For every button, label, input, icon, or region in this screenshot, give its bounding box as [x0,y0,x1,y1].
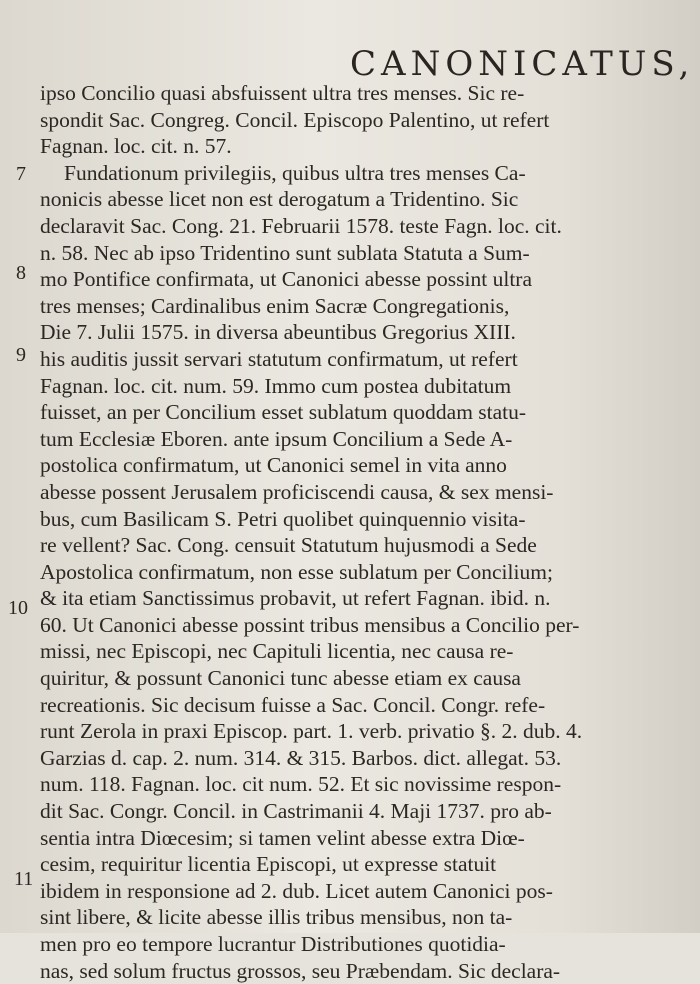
text-line: cesim, requiritur licentia Episcopi, ut expresse statuit [40,852,497,877]
text-line: nonicis abesse licet non est derogatum a Tridentino. Sic [40,187,519,212]
text-line: men pro eo tempore lucrantur Distributiones quotidia- [40,932,506,956]
margin-number-11: 11 [14,868,34,890]
text-line: ibidem in responsione ad 2. dub. Licet autem Canonici pos- [40,878,553,903]
text-line: dit Sac. Congr. Concil. in Castrimanii 4. Maji 1737. pro ab- [40,799,552,824]
running-header-title: CANONICATUS, [350,44,695,84]
text-line: Die 7. Julii 1575. in diversa abeuntibus Gregorius XIII. [40,320,516,345]
text-line: Garzias d. cap. 2. num. 314. & 315. Barbos. dict. allegat. 53. [40,745,562,770]
text-line: Fundationum privilegiis, quibus ultra tres menses Ca- [64,160,526,185]
text-line: tres menses; Cardinalibus enim Sacræ Congregationis, [40,293,510,318]
text-line: num. 118. Fagnan. loc. cit num. 52. Et sic novissime respon- [40,772,562,797]
margin-paragraph-numbers [0,0,40,933]
text-line: Fagnan. loc. cit. n. 57. [40,134,232,159]
text-line: bus, cum Basilicam S. Petri quolibet quinquennio visita- [40,506,526,531]
text-line: n. 58. Nec ab ipso Tridentino sunt sublata Statuta a Sum- [40,240,530,265]
text-line: declaravit Sac. Cong. 21. Februarii 1578. teste Fagn. loc. cit. [40,213,562,238]
text-line: his auditis jussit servari statutum confirmatum, ut refert [40,346,518,371]
text-line: re vellent? Sac. Cong. censuit Statutum hujusmodi a Sede [40,533,537,558]
margin-number-10: 10 [8,597,28,619]
text-line: quiritur, & possunt Canonici tunc abesse etiam ex causa [40,666,521,691]
page-body-text [40,80,670,984]
text-line: Apostolica confirmatum, non esse sublatum per Concilium; [40,559,553,584]
text-line: abesse possent Jerusalem proficiscendi causa, & sex mensi- [40,479,554,504]
text-line: missi, nec Episcopi, nec Capituli licentia, nec causa re- [40,639,514,664]
text-line: sint libere, & licite abesse illis tribus mensibus, non ta- [40,905,513,930]
text-line: tum Ecclesiæ Eboren. ante ipsum Concilium a Sede A- [40,426,513,451]
text-line: postolica confirmatum, ut Canonici semel in vita anno [40,453,507,478]
text-line: ipso Concilio quasi absfuissent ultra tres menses. Sic re- [40,81,525,105]
text-line: spondit Sac. Congreg. Concil. Episcopo Palentino, ut refert [40,107,550,132]
text-line: runt Zerola in praxi Episcop. part. 1. verb. privatio §. 2. dub. 4. [40,719,583,744]
text-line: recreationis. Sic decisum fuisse a Sac. Concil. Congr. refe- [40,692,546,717]
text-line: sentia intra Diœcesim; si tamen velint abesse extra Diœ- [40,825,525,850]
text-line: & ita etiam Sanctissimus probavit, ut refert Fagnan. ibid. n. [40,586,551,611]
text-line: Fagnan. loc. cit. num. 59. Immo cum postea dubitatum [40,373,512,398]
text-line: fuisset, an per Concilium esset sublatum quoddam statu- [40,400,527,425]
text-line: 60. Ut Canonici abesse possint tribus mensibus a Concilio per- [40,612,580,637]
margin-number-8: 8 [16,262,26,284]
text-line: mo Pontifice confirmata, ut Canonici abesse possint ultra [40,267,533,292]
text-line: nas, sed solum fructus grossos, seu Præbendam. Sic declara- [40,958,561,983]
margin-number-7: 7 [16,163,26,185]
margin-number-9: 9 [16,344,26,366]
